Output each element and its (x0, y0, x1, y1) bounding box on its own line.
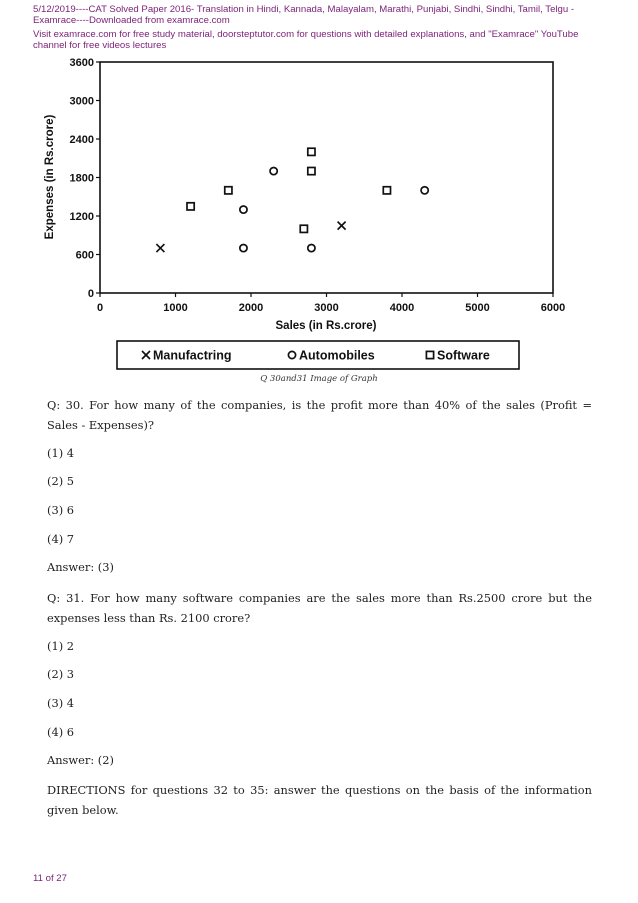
y-axis-label: Expenses (in Rs.crore) (44, 114, 56, 240)
y-axis-ticks (70, 57, 100, 300)
q30-answer: Answer: (3) (47, 560, 114, 574)
legend-label: Software (437, 348, 490, 363)
x-tick-label: 3000 (314, 302, 339, 314)
page-number: 11 of 27 (33, 873, 67, 884)
graph-caption: Q 30and31 Image of Graph (260, 374, 378, 384)
y-tick-label: 600 (75, 249, 94, 262)
q31-answer: Answer: (2) (47, 753, 114, 767)
software-point (308, 167, 315, 174)
x-axis-label: Sales (in Rs.crore) (275, 320, 377, 332)
x-tick-label: 5000 (465, 302, 490, 314)
q30-option-2: (2) 5 (47, 474, 75, 488)
data-points (156, 148, 428, 252)
x-tick-label: 2000 (238, 302, 264, 314)
q31-option-4: (4) 6 (47, 725, 75, 739)
automobile-point (270, 167, 277, 174)
y-tick-label: 3600 (69, 57, 94, 69)
y-tick-label: 0 (87, 288, 94, 300)
q31-option-3: (3) 4 (47, 696, 75, 710)
page-header-notice: Visit examrace.com for free study material, doorsteptutor.com for questions with detailed explanations, and "Examrace" YouTube channel for free videos lectures (33, 29, 579, 51)
q31-option-1: (1) 2 (47, 639, 75, 653)
scatter-chart (0, 0, 638, 380)
automobile-point (240, 206, 247, 213)
x-axis-ticks (97, 293, 565, 314)
automobile-point (421, 187, 428, 194)
q30-option-1: (1) 4 (47, 446, 75, 460)
software-point (383, 187, 390, 194)
q30-text: Q: 30. For how many of the companies, is the profit more than 40% of the sales (Profit = Sales - Expenses)? (47, 398, 592, 432)
q30-option-4: (4) 7 (47, 532, 75, 546)
software-point (225, 187, 232, 194)
manufacturing-point (338, 222, 346, 230)
automobile-point (240, 244, 247, 251)
y-tick-label: 3000 (69, 95, 94, 108)
q31-option-2: (2) 3 (47, 667, 75, 681)
y-tick-label: 1200 (69, 211, 94, 223)
y-tick-label: 1800 (69, 172, 94, 185)
manufacturing-point (156, 244, 164, 252)
software-point (300, 225, 307, 232)
page-header-title: 5/12/2019----CAT Solved Paper 2016- Translation in Hindi, Kannada, Malayalam, Marathi, Punjabi, Sindhi, Sindhi, Tamil, Telgu - Examrace----Downloaded from examrace.com (33, 4, 575, 26)
q31-text: Q: 31. For how many software companies are the sales more than Rs.2500 crore but the expenses less than Rs. 2100 crore? (47, 591, 592, 625)
plot-area (100, 62, 553, 293)
y-tick-label: 2400 (69, 134, 94, 146)
software-point (308, 148, 315, 155)
x-tick-label: 4000 (389, 302, 415, 314)
x-tick-label: 0 (96, 302, 104, 314)
q30-option-3: (3) 6 (47, 503, 75, 517)
legend-marker-circle (288, 351, 295, 358)
legend (117, 341, 519, 369)
legend-marker-square (426, 351, 433, 358)
directions-text: DIRECTIONS for questions 32 to 35: answer the questions on the basis of the information given below. (47, 783, 592, 817)
x-tick-label: 6000 (540, 302, 566, 314)
automobile-point (308, 244, 315, 251)
legend-label: Manufactring (153, 348, 232, 363)
legend-label: Automobiles (299, 348, 375, 363)
x-tick-label: 1000 (163, 302, 188, 314)
software-point (187, 203, 194, 210)
